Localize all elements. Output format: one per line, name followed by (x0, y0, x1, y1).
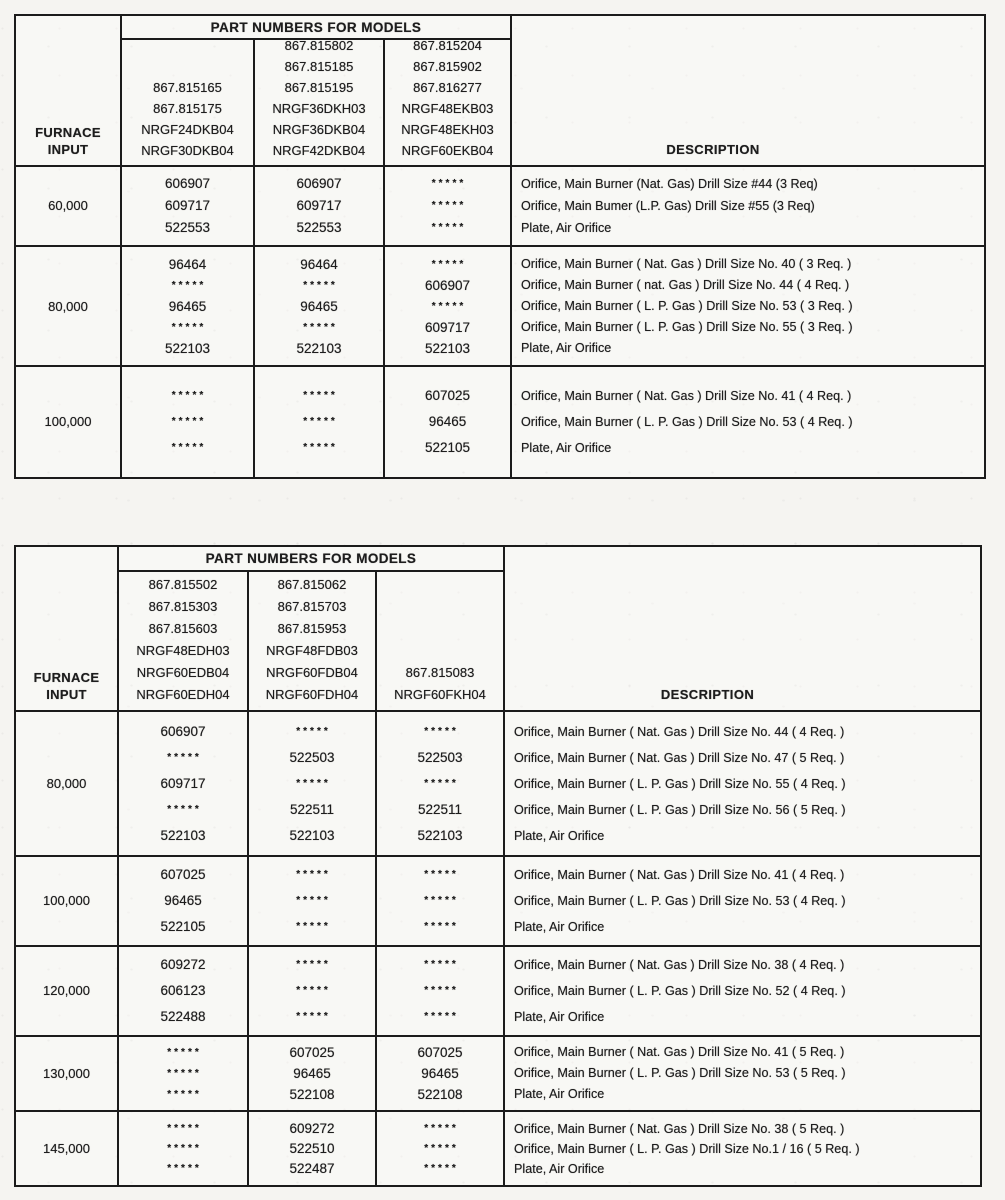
placeholder-asterisks: ***** (171, 321, 207, 333)
parts-table-2 (14, 545, 982, 1187)
part-numbers-cell (119, 857, 249, 947)
placeholder-asterisks: ***** (431, 300, 467, 312)
part-number: 606907 (296, 176, 342, 191)
placeholder-asterisks: ***** (303, 321, 338, 333)
part-number: 606907 (160, 723, 206, 739)
part-numbers-cell (377, 1037, 505, 1112)
part-number: 607025 (417, 1045, 463, 1060)
part-numbers-cell (122, 367, 255, 477)
part-number: 96464 (168, 256, 207, 272)
placeholder-asterisks: ***** (171, 279, 207, 291)
description-text: Orifice, Main Burner ( nat. Gas ) Drill Size No. 44 ( 4 Req. ) (521, 277, 850, 292)
part-number: 96465 (168, 298, 207, 314)
part-number: 96465 (421, 1066, 459, 1081)
part-number: 609717 (160, 775, 206, 791)
placeholder-asterisks: ***** (296, 895, 331, 906)
placeholder-asterisks: ***** (424, 777, 459, 789)
furnace-input-cell (16, 247, 122, 367)
part-numbers-cell (377, 712, 505, 857)
part-number: 522510 (289, 1140, 335, 1156)
description-text: Orifice, Main Burner ( Nat. Gas ) Drill Size No. 41 ( 4 Req. ) (521, 389, 852, 403)
part-numbers-cell (255, 367, 385, 477)
placeholder-asterisks: ***** (424, 725, 459, 737)
description-cell (512, 367, 984, 477)
part-number: 522108 (289, 1087, 335, 1102)
part-number: 522511 (289, 801, 335, 817)
placeholder-asterisks: ***** (167, 1122, 202, 1134)
model-number: NRGF60EDH04 (136, 687, 230, 702)
description-text: Orifice, Main Burner ( L. P. Gas ) Drill Size No. 55 ( 3 Req. ) (521, 319, 853, 334)
description-cell (512, 247, 984, 367)
placeholder-asterisks: ***** (303, 390, 338, 401)
model-number: NRGF48EKH03 (401, 122, 494, 137)
part-number: 609717 (424, 319, 471, 335)
description-text: Orifice, Main Burner ( Nat. Gas ) Drill Size No. 47 ( 5 Req. ) (514, 750, 845, 765)
placeholder-asterisks: ***** (424, 1162, 459, 1174)
part-numbers-cell (385, 167, 512, 247)
description-text: Plate, Air Orifice (521, 221, 612, 235)
part-number: 522103 (424, 340, 471, 356)
models-title-header (122, 16, 512, 40)
description-text: Plate, Air Orifice (521, 340, 612, 355)
part-numbers-cell (249, 857, 377, 947)
part-numbers-cell (119, 712, 249, 857)
model-number: NRGF48FDB03 (266, 643, 358, 658)
placeholder-asterisks: ***** (296, 725, 331, 737)
models-title-text: PART NUMBERS FOR MODELS (205, 551, 417, 566)
model-number: NRGF42DKB04 (272, 143, 366, 158)
placeholder-asterisks: ***** (303, 442, 338, 453)
placeholder-asterisks: ***** (431, 178, 467, 189)
furnace-input-value: 130,000 (43, 1066, 90, 1081)
model-number: NRGF30DKB04 (141, 143, 234, 158)
placeholder-asterisks: ***** (296, 869, 331, 880)
part-numbers-cell (385, 367, 512, 477)
placeholder-asterisks: ***** (167, 1142, 202, 1154)
placeholder-asterisks: ***** (171, 442, 207, 453)
description-text: Orifice, Main Burner ( L. P. Gas ) Drill Size No. 53 ( 4 Req. ) (521, 415, 853, 429)
description-text: Orifice, Main Burner ( Nat. Gas ) Drill Size No. 41 ( 5 Req. ) (514, 1045, 845, 1059)
description-text: Orifice, Main Burner ( L. P. Gas ) Drill Size No.1 / 16 ( 5 Req. ) (514, 1141, 860, 1156)
part-numbers-cell (255, 247, 385, 367)
placeholder-asterisks: ***** (424, 1122, 459, 1134)
placeholder-asterisks: ***** (424, 1142, 459, 1154)
placeholder-asterisks: ***** (424, 985, 459, 996)
part-number: 522105 (424, 440, 471, 455)
placeholder-asterisks: ***** (167, 803, 202, 815)
placeholder-asterisks: ***** (424, 869, 459, 880)
model-number: 867.815165 (153, 80, 222, 95)
part-numbers-cell (119, 1112, 249, 1185)
part-numbers-cell (385, 247, 512, 367)
furnace-input-label: INPUT (46, 687, 87, 702)
furnace-input-cell (16, 947, 119, 1037)
part-number: 522553 (164, 220, 211, 235)
description-text: Plate, Air Orifice (514, 1161, 605, 1176)
models-title-text: PART NUMBERS FOR MODELS (210, 19, 422, 35)
model-number: 867.815185 (284, 59, 354, 74)
part-numbers-cell (249, 1037, 377, 1112)
furnace-input-cell (16, 367, 122, 477)
placeholder-asterisks: ***** (431, 222, 467, 233)
description-text: Plate, Air Orifice (514, 920, 605, 934)
part-number: 609717 (164, 198, 211, 213)
placeholder-asterisks: ***** (296, 777, 331, 789)
description-label: DESCRIPTION (666, 142, 760, 157)
parts-table-1 (14, 14, 986, 479)
part-numbers-cell (249, 1112, 377, 1185)
description-text: Plate, Air Orifice (521, 441, 612, 455)
placeholder-asterisks: ***** (424, 1011, 459, 1022)
description-cell (505, 712, 980, 857)
placeholder-asterisks: ***** (167, 1068, 202, 1079)
part-numbers-cell (122, 167, 255, 247)
placeholder-asterisks: ***** (171, 416, 207, 427)
part-numbers-cell (255, 167, 385, 247)
description-cell (505, 857, 980, 947)
furnace-input-value: 80,000 (48, 298, 88, 314)
placeholder-asterisks: ***** (303, 416, 338, 427)
part-number: 96464 (300, 256, 338, 272)
model-number: 867.815902 (413, 59, 482, 74)
model-number: NRGF48EDH03 (136, 643, 230, 658)
part-number: 522487 (289, 1160, 335, 1176)
description-text: Plate, Air Orifice (514, 1010, 605, 1024)
model-number: NRGF60EDB04 (136, 665, 230, 680)
placeholder-asterisks: ***** (424, 959, 459, 970)
furnace-input-cell (16, 857, 119, 947)
furnace-input-value: 145,000 (43, 1140, 90, 1156)
part-number: 96465 (293, 1066, 331, 1081)
furnace-input-cell (16, 712, 119, 857)
furnace-input-value: 100,000 (43, 893, 90, 908)
placeholder-asterisks: ***** (171, 390, 207, 401)
furnace-input-cell (16, 167, 122, 247)
part-numbers-cell (249, 947, 377, 1037)
part-numbers-cell (377, 947, 505, 1037)
description-text: Orifice, Main Burner ( Nat. Gas ) Drill Size No. 44 ( 4 Req. ) (514, 724, 845, 739)
part-number: 522503 (417, 749, 463, 765)
description-header (505, 547, 980, 712)
description-text: Plate, Air Orifice (514, 828, 605, 843)
model-number: NRGF24DKB04 (141, 122, 234, 137)
model-number: 867.815703 (277, 599, 347, 614)
part-number: 96465 (300, 298, 338, 314)
part-number: 522553 (296, 220, 342, 235)
furnace-input-header (16, 16, 122, 167)
description-text: Orifice, Main Burner ( L. P. Gas ) Drill Size No. 53 ( 5 Req. ) (514, 1066, 846, 1080)
part-number: 522105 (160, 919, 206, 934)
part-numbers-cell (122, 247, 255, 367)
placeholder-asterisks: ***** (296, 985, 331, 996)
placeholder-asterisks: ***** (431, 258, 467, 270)
placeholder-asterisks: ***** (167, 751, 202, 763)
part-number: 522488 (160, 1009, 206, 1024)
model-column-header (249, 572, 377, 712)
part-number: 522503 (289, 749, 335, 765)
part-number: 96465 (164, 893, 202, 908)
description-text: Orifice, Main Bumer (L.P. Gas) Drill Size #55 (3 Req) (521, 199, 815, 213)
description-text: Orifice, Main Burner ( Nat. Gas ) Drill Size No. 38 ( 5 Req. ) (514, 1121, 845, 1136)
part-number: 522103 (296, 340, 342, 356)
model-number: NRGF36DKB04 (272, 122, 366, 137)
model-number: 867.815502 (148, 577, 218, 592)
placeholder-asterisks: ***** (296, 959, 331, 970)
part-number: 96465 (428, 414, 467, 429)
furnace-input-value: 100,000 (44, 414, 92, 429)
model-number: 867.815062 (277, 577, 347, 592)
model-number: NRGF60FKH04 (394, 687, 486, 702)
placeholder-asterisks: ***** (167, 1162, 202, 1174)
placeholder-asterisks: ***** (424, 921, 459, 932)
placeholder-asterisks: ***** (431, 200, 467, 211)
furnace-input-value: 60,000 (48, 198, 88, 213)
part-number: 606907 (424, 277, 471, 293)
placeholder-asterisks: ***** (167, 1047, 202, 1058)
model-column-header (119, 572, 249, 712)
part-numbers-cell (377, 857, 505, 947)
part-number: 522103 (417, 827, 463, 843)
description-cell (505, 947, 980, 1037)
description-label: DESCRIPTION (660, 687, 755, 702)
description-text: Orifice, Main Burner ( L. P. Gas ) Drill Size No. 56 ( 5 Req. ) (514, 802, 846, 817)
model-number: NRGF48EKB03 (401, 101, 494, 116)
furnace-input-label: FURNACE (33, 670, 100, 685)
model-number: 867.815953 (277, 621, 347, 636)
part-numbers-cell (119, 947, 249, 1037)
model-number: 867.815303 (148, 599, 218, 614)
model-number: NRGF60FDH04 (265, 687, 359, 702)
model-column-header (255, 40, 385, 167)
description-text: Plate, Air Orifice (514, 1087, 605, 1101)
part-number: 609717 (296, 198, 342, 213)
part-numbers-cell (377, 1112, 505, 1185)
model-number: 867.815603 (148, 621, 218, 636)
description-cell (505, 1037, 980, 1112)
placeholder-asterisks: ***** (424, 895, 459, 906)
model-number: NRGF60EKB04 (401, 143, 494, 158)
part-number: 522103 (289, 827, 335, 843)
furnace-input-label: INPUT (47, 142, 89, 157)
description-header (512, 16, 984, 167)
description-text: Orifice, Main Burner ( L. P. Gas ) Drill Size No. 53 ( 4 Req. ) (514, 894, 846, 908)
models-title-header (119, 547, 505, 572)
model-column-header (377, 572, 505, 712)
model-number: 867.816277 (413, 80, 482, 95)
placeholder-asterisks: ***** (296, 1011, 331, 1022)
part-number: 606907 (164, 176, 211, 191)
furnace-input-header (16, 547, 119, 712)
description-text: Orifice, Main Burner ( Nat. Gas ) Drill Size No. 38 ( 4 Req. ) (514, 958, 845, 972)
part-number: 607025 (160, 867, 206, 882)
description-text: Orifice, Main Burner ( L. P. Gas ) Drill Size No. 55 ( 4 Req. ) (514, 776, 846, 791)
description-text: Orifice, Main Burner ( L. P. Gas ) Drill Size No. 52 ( 4 Req. ) (514, 984, 846, 998)
part-number: 522103 (160, 827, 206, 843)
part-number: 522511 (417, 801, 463, 817)
part-number: 609272 (160, 957, 206, 972)
description-text: Orifice, Main Burner (Nat. Gas) Drill Size #44 (3 Req) (521, 177, 818, 191)
description-text: Orifice, Main Burner ( L. P. Gas ) Drill Size No. 53 ( 3 Req. ) (521, 298, 853, 313)
part-number: 522108 (417, 1087, 463, 1102)
part-number: 522103 (164, 340, 211, 356)
description-text: Orifice, Main Burner ( Nat. Gas ) Drill Size No. 40 ( 3 Req. ) (521, 256, 852, 271)
description-text: Orifice, Main Burner ( Nat. Gas ) Drill Size No. 41 ( 4 Req. ) (514, 868, 845, 882)
part-numbers-cell (249, 712, 377, 857)
part-number: 609272 (289, 1120, 335, 1136)
placeholder-asterisks: ***** (296, 921, 331, 932)
part-number: 606123 (160, 983, 206, 998)
furnace-input-cell (16, 1037, 119, 1112)
model-number: 867.815175 (153, 101, 222, 116)
furnace-input-value: 80,000 (46, 775, 87, 791)
description-cell (512, 167, 984, 247)
description-cell (505, 1112, 980, 1185)
part-numbers-cell (119, 1037, 249, 1112)
furnace-input-value: 120,000 (43, 983, 90, 998)
furnace-input-cell (16, 1112, 119, 1185)
model-number: NRGF60FDB04 (266, 665, 358, 680)
model-number: 867.815204 (413, 40, 482, 53)
model-number: 867.815083 (405, 665, 475, 680)
model-number: NRGF36DKH03 (272, 101, 366, 116)
model-column-header (122, 40, 255, 167)
placeholder-asterisks: ***** (167, 1089, 202, 1100)
part-number: 607025 (289, 1045, 335, 1060)
model-number: 867.815195 (284, 80, 354, 95)
model-column-header (385, 40, 512, 167)
furnace-input-label: FURNACE (35, 125, 101, 140)
part-number: 607025 (424, 388, 471, 403)
placeholder-asterisks: ***** (303, 279, 338, 291)
model-number: 867.815802 (284, 40, 354, 53)
